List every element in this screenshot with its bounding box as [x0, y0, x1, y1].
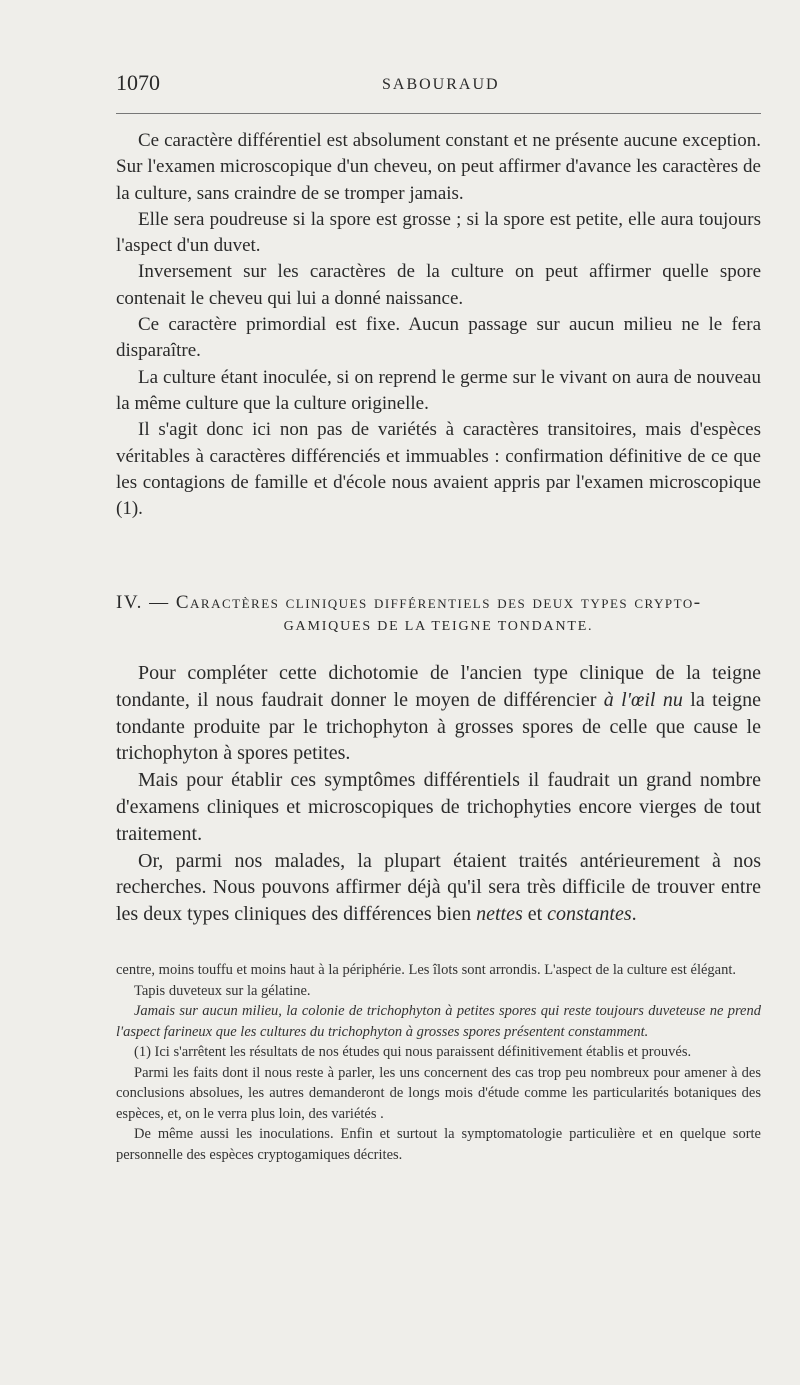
section-heading-line1: IV. — Caractères cliniques différentiels des deux types crypto-	[116, 592, 702, 613]
paragraph: Inversement sur les caractères de la culture on peut affirmer quelle spore contenait le cheveu qui lui a donné naissance.	[116, 261, 761, 309]
paragraph: Or, parmi nos malades, la plupart étaient traités antérieurement à nos recherches. Nous pouvons affirmer déjà qu'il sera très difficile de trouver entre les deux types cliniques des différences bien nettes et constantes.	[116, 849, 761, 926]
paragraph: Elle sera poudreuse si la spore est grosse ; si la spore est petite, elle aura toujours l'aspect d'un duvet.	[116, 208, 761, 257]
paragraph: Mais pour établir ces symptômes différentiels il faudrait un grand nombre d'examens cliniques et microscopiques de trichophyties encore vierges de tout traitement.	[116, 769, 761, 845]
section-heading-line2: GAMIQUES DE LA TEIGNE TONDANTE.	[283, 619, 594, 634]
footnote-text: Tapis duveteux sur la gélatine.	[134, 982, 311, 999]
footnotes	[116, 960, 761, 1165]
footnote-1: (1) Ici s'arrêtent les résultats de nos études qui nous paraissent définitivement établis et prouvés.	[134, 1044, 692, 1060]
header-rule	[116, 113, 761, 114]
paragraph: Il s'agit donc ici non pas de variétés à caractères transitoires, mais d'espèces véritables à caractères différenciés et immuables : confirmation définitive de ce que les contagions de famille et d'école nous avaient appris par l'examen microscopique (1).	[116, 419, 761, 520]
running-title: SABOURAUD	[382, 76, 500, 93]
emphasis: à l'œil nu	[603, 688, 683, 711]
paragraph: Ce caractère différentiel est absolument constant et ne présente aucune exception. Sur l'examen microscopique d'un cheveu, on peut affirmer d'avance les caractères de la culture, sans craindre de se tromper jamais.	[116, 130, 761, 204]
emphasis: nettes	[476, 903, 523, 926]
page-header	[116, 66, 761, 100]
footnote-text: centre, moins touffu et moins haut à la périphérie. Les îlots sont arrondis. L'aspect de la culture est élégant.	[116, 962, 737, 978]
paragraph: Pour compléter cette dichotomie de l'ancien type clinique de la teigne tondante, il nous faudrait donner le moyen de différencier à l'œil nu la teigne tondante produite par le trichophyton à grosses spores de celle que cause le trichophyton à spores petites.	[116, 662, 761, 765]
paragraph: La culture étant inoculée, si on reprend le germe sur le vivant on aura de nouveau la même culture que la culture originelle.	[116, 366, 761, 414]
page-number: 1070	[116, 70, 160, 95]
main-text	[116, 128, 761, 522]
section-text	[116, 660, 761, 928]
footnote-text: Parmi les faits dont il nous reste à parler, les uns concernent des cas trop peu nombreux pour amener à des conclusions absolues, les autres demanderont de longs mois d'étude comme les particularités botaniques des espèces, et, on le verra plus loin, des variétés .	[116, 1064, 761, 1122]
emphasis: constantes	[547, 903, 632, 926]
footnote-text-italic: Jamais sur aucun milieu, la colonie de trichophyton à petites spores qui reste toujours duveteuse ne prend l'aspect farineux que les cultures du trichophyton à grosses spores présentent constamment.	[116, 1003, 761, 1040]
footnote-text: De même aussi les inoculations. Enfin et surtout la symptomatologie particulière et en quelque sorte personnelle des espèces cryptogamiques décrites.	[116, 1126, 761, 1163]
section-heading	[116, 588, 761, 642]
paragraph: Ce caractère primordial est fixe. Aucun passage sur aucun milieu ne le fera disparaître.	[116, 314, 761, 362]
